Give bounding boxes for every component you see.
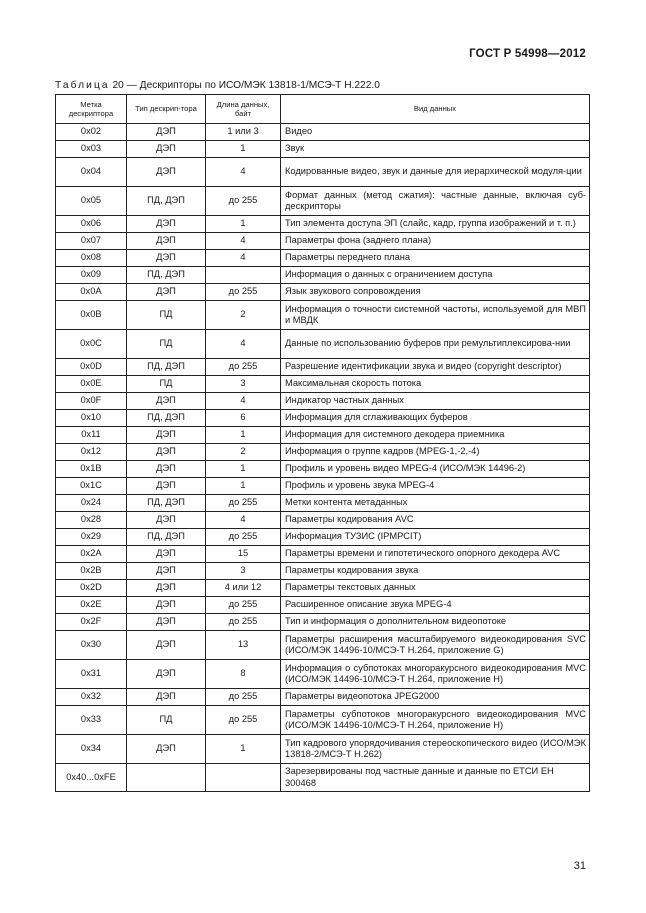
descriptor-type-cell: ДЭП [127, 580, 206, 597]
descriptor-tag-cell: 0x06 [56, 216, 127, 233]
descriptor-type-cell: ПД, ДЭП [127, 410, 206, 427]
descriptor-tag-cell: 0x32 [56, 689, 127, 706]
data-length-cell: 4 [206, 393, 281, 410]
standard-number: ГОСТ Р 54998—2012 [469, 48, 586, 60]
data-length-cell: до 255 [206, 187, 281, 216]
column-header-tag: Метка дескриптора [56, 95, 127, 124]
table-row [56, 444, 590, 461]
descriptor-type-cell: ДЭП [127, 563, 206, 580]
descriptor-type-cell: ДЭП [127, 546, 206, 563]
table-row [56, 233, 590, 250]
descriptor-tag-cell: 0x0A [56, 284, 127, 301]
data-length-cell: 8 [206, 660, 281, 689]
data-kind-cell: Параметры видеопотока JPEG2000 [281, 689, 590, 706]
data-kind-cell: Профиль и уровень видео MPEG-4 (ИСО/МЭК 14496-2) [281, 461, 590, 478]
data-kind-cell: Максимальная скорость потока [281, 376, 590, 393]
data-length-cell [206, 267, 281, 284]
data-kind-cell: Тип элемента доступа ЭП (слайс, кадр, группа изображений и т. п.) [281, 216, 590, 233]
data-kind-cell: Информация для сглаживающих буферов [281, 410, 590, 427]
descriptor-type-cell: ПД, ДЭП [127, 495, 206, 512]
table-row [56, 529, 590, 546]
table-row [56, 427, 590, 444]
descriptor-type-cell: ДЭП [127, 512, 206, 529]
page-number: 31 [573, 860, 586, 872]
table-row [56, 563, 590, 580]
descriptor-type-cell: ПД [127, 376, 206, 393]
data-length-cell: до 255 [206, 529, 281, 546]
data-kind-cell: Информация о группе кадров (MPEG-1,-2,-4) [281, 444, 590, 461]
data-length-cell: 1 [206, 216, 281, 233]
column-header-length: Длина данных, байт [206, 95, 281, 124]
descriptor-tag-cell: 0x34 [56, 735, 127, 764]
data-length-cell: до 255 [206, 706, 281, 735]
data-length-cell: 1 или 3 [206, 124, 281, 141]
descriptor-tag-cell: 0x2D [56, 580, 127, 597]
data-kind-cell: Видео [281, 124, 590, 141]
descriptor-type-cell: ДЭП [127, 660, 206, 689]
table-row [56, 461, 590, 478]
descriptor-tag-cell: 0x0C [56, 330, 127, 359]
data-length-cell: до 255 [206, 359, 281, 376]
data-kind-cell: Язык звукового сопровождения [281, 284, 590, 301]
caption-label: Таблица [55, 80, 110, 91]
descriptor-type-cell: ДЭП [127, 597, 206, 614]
data-length-cell: до 255 [206, 495, 281, 512]
table-row [56, 631, 590, 660]
descriptor-tag-cell: 0x31 [56, 660, 127, 689]
descriptor-type-cell: ДЭП [127, 284, 206, 301]
data-length-cell: до 255 [206, 597, 281, 614]
data-length-cell: 1 [206, 735, 281, 764]
descriptor-tag-cell: 0x03 [56, 141, 127, 158]
descriptor-type-cell: ДЭП [127, 233, 206, 250]
descriptor-type-cell [127, 764, 206, 792]
data-kind-cell: Параметры времени и гипотетического опорного декодера AVC [281, 546, 590, 563]
table-row [56, 359, 590, 376]
data-kind-cell: Расширенное описание звука MPEG-4 [281, 597, 590, 614]
table-row [56, 141, 590, 158]
data-length-cell: 15 [206, 546, 281, 563]
descriptor-type-cell: ДЭП [127, 427, 206, 444]
descriptor-tag-cell: 0x2A [56, 546, 127, 563]
data-kind-cell: Параметры текстовых данных [281, 580, 590, 597]
data-kind-cell: Тип кадрового упорядочивания стереоскопического видео (ИСО/МЭК 13818-2/МСЭ-Т Н.262) [281, 735, 590, 764]
descriptor-type-cell: ДЭП [127, 124, 206, 141]
descriptor-type-cell: ДЭП [127, 158, 206, 187]
table-row [56, 706, 590, 735]
descriptor-type-cell: ДЭП [127, 141, 206, 158]
descriptor-tag-cell: 0x10 [56, 410, 127, 427]
descriptor-tag-cell: 0x40...0xFE [56, 764, 127, 792]
table-body [56, 124, 590, 792]
data-length-cell: 4 [206, 158, 281, 187]
descriptor-tag-cell: 0x2E [56, 597, 127, 614]
data-length-cell: 4 [206, 233, 281, 250]
table-row [56, 216, 590, 233]
data-kind-cell: Звук [281, 141, 590, 158]
table-row [56, 330, 590, 359]
table-row [56, 267, 590, 284]
data-length-cell: 4 [206, 512, 281, 529]
data-length-cell: 1 [206, 427, 281, 444]
data-kind-cell: Информация для системного декодера приемника [281, 427, 590, 444]
descriptor-tag-cell: 0x24 [56, 495, 127, 512]
table-row [56, 187, 590, 216]
descriptor-type-cell: ДЭП [127, 631, 206, 660]
data-kind-cell: Зарезервированы под частные данные и данные по ЕТСИ ЕН 300468 [281, 764, 590, 792]
data-length-cell: 4 или 12 [206, 580, 281, 597]
descriptor-type-cell: ПД [127, 301, 206, 330]
descriptor-tag-cell: 0x08 [56, 250, 127, 267]
data-kind-cell: Информация о точности системной частоты, используемой для МВП и МВДК [281, 301, 590, 330]
data-kind-cell: Индикатор частных данных [281, 393, 590, 410]
descriptor-type-cell: ДЭП [127, 614, 206, 631]
descriptor-type-cell: ДЭП [127, 444, 206, 461]
data-kind-cell: Кодированные видео, звук и данные для иерархической модуля-ции [281, 158, 590, 187]
data-length-cell: до 255 [206, 689, 281, 706]
table-row [56, 764, 590, 792]
descriptor-tag-cell: 0x0F [56, 393, 127, 410]
data-kind-cell: Разрешение идентификации звука и видео (copyright descriptor) [281, 359, 590, 376]
data-length-cell: 6 [206, 410, 281, 427]
table-row [56, 735, 590, 764]
data-length-cell: до 255 [206, 614, 281, 631]
descriptor-tag-cell: 0x29 [56, 529, 127, 546]
table-row [56, 689, 590, 706]
data-length-cell: 2 [206, 301, 281, 330]
table-row [56, 614, 590, 631]
data-length-cell: 1 [206, 141, 281, 158]
descriptor-tag-cell: 0x33 [56, 706, 127, 735]
data-kind-cell: Параметры кодирования звука [281, 563, 590, 580]
table-row [56, 158, 590, 187]
column-header-data-kind: Вид данных [281, 95, 590, 124]
data-kind-cell: Параметры переднего плана [281, 250, 590, 267]
descriptor-tag-cell: 0x02 [56, 124, 127, 141]
descriptor-tag-cell: 0x1B [56, 461, 127, 478]
table-caption [55, 80, 380, 91]
column-header-type: Тип дескрип-тора [127, 95, 206, 124]
data-length-cell [206, 764, 281, 792]
data-length-cell: 4 [206, 250, 281, 267]
descriptor-tag-cell: 0x11 [56, 427, 127, 444]
table-header-row [56, 95, 590, 124]
table-row [56, 393, 590, 410]
data-kind-cell: Формат данных (метод сжатия): частные данные, включая суб-дескрипторы [281, 187, 590, 216]
descriptor-tag-cell: 0x1C [56, 478, 127, 495]
data-kind-cell: Параметры расширения масштабируемого видеокодирования SVC (ИСО/МЭК 14496-10/МСЭ-Т Н.264, приложение G) [281, 631, 590, 660]
descriptor-tag-cell: 0x04 [56, 158, 127, 187]
data-kind-cell: Информация о данных с ограничением доступа [281, 267, 590, 284]
data-length-cell: 13 [206, 631, 281, 660]
data-length-cell: 3 [206, 563, 281, 580]
descriptor-type-cell: ДЭП [127, 216, 206, 233]
data-kind-cell: Тип и информация о дополнительном видеопотоке [281, 614, 590, 631]
data-kind-cell: Профиль и уровень звука MPEG-4 [281, 478, 590, 495]
descriptor-tag-cell: 0x09 [56, 267, 127, 284]
data-length-cell: 1 [206, 461, 281, 478]
descriptor-type-cell: ПД [127, 706, 206, 735]
data-kind-cell: Параметры субпотоков многоракурсного видеокодирования MVC (ИСО/МЭК 14496-10/МСЭ-Т Н.264, приложение Н) [281, 706, 590, 735]
descriptor-type-cell: ДЭП [127, 393, 206, 410]
data-length-cell: 4 [206, 330, 281, 359]
table-row [56, 495, 590, 512]
descriptor-type-cell: ДЭП [127, 689, 206, 706]
descriptor-tag-cell: 0x2F [56, 614, 127, 631]
data-kind-cell: Параметры кодирования AVC [281, 512, 590, 529]
descriptor-tag-cell: 0x12 [56, 444, 127, 461]
data-kind-cell: Метки контента метаданных [281, 495, 590, 512]
descriptor-type-cell: ПД, ДЭП [127, 359, 206, 376]
table-row [56, 124, 590, 141]
table-row [56, 301, 590, 330]
descriptor-tag-cell: 0x0E [56, 376, 127, 393]
descriptor-type-cell: ДЭП [127, 478, 206, 495]
data-kind-cell: Данные по использованию буферов при ремультиплексирова-нии [281, 330, 590, 359]
table-row [56, 660, 590, 689]
table-row [56, 597, 590, 614]
data-length-cell: 2 [206, 444, 281, 461]
descriptor-type-cell: ПД, ДЭП [127, 529, 206, 546]
descriptor-tag-cell: 0x0D [56, 359, 127, 376]
table-row [56, 546, 590, 563]
caption-title: 20 — Дескрипторы по ИСО/МЭК 13818-1/МСЭ-Т Н.222.0 [109, 80, 380, 91]
data-kind-cell: Параметры фона (заднего плана) [281, 233, 590, 250]
table-row [56, 580, 590, 597]
data-kind-cell: Информация о субпотоках многоракурсного видеокодирования MVC (ИСО/МЭК 14496-10/МСЭ-Т Н.264, приложение Н) [281, 660, 590, 689]
table-row [56, 478, 590, 495]
descriptor-tag-cell: 0x28 [56, 512, 127, 529]
data-length-cell: 3 [206, 376, 281, 393]
descriptor-type-cell: ДЭП [127, 250, 206, 267]
descriptor-type-cell: ПД, ДЭП [127, 187, 206, 216]
table-row [56, 250, 590, 267]
descriptor-table [55, 94, 590, 792]
table-row [56, 376, 590, 393]
descriptor-tag-cell: 0x07 [56, 233, 127, 250]
table-row [56, 512, 590, 529]
descriptor-type-cell: ПД [127, 330, 206, 359]
data-length-cell: 1 [206, 478, 281, 495]
descriptor-type-cell: ПД, ДЭП [127, 267, 206, 284]
descriptor-tag-cell: 0x0B [56, 301, 127, 330]
data-length-cell: до 255 [206, 284, 281, 301]
descriptor-tag-cell: 0x30 [56, 631, 127, 660]
data-kind-cell: Информация ТУЗИС (IPMPCIT) [281, 529, 590, 546]
descriptor-type-cell: ДЭП [127, 735, 206, 764]
descriptor-type-cell: ДЭП [127, 461, 206, 478]
descriptor-tag-cell: 0x05 [56, 187, 127, 216]
descriptor-tag-cell: 0x2B [56, 563, 127, 580]
table-row [56, 410, 590, 427]
table-row [56, 284, 590, 301]
